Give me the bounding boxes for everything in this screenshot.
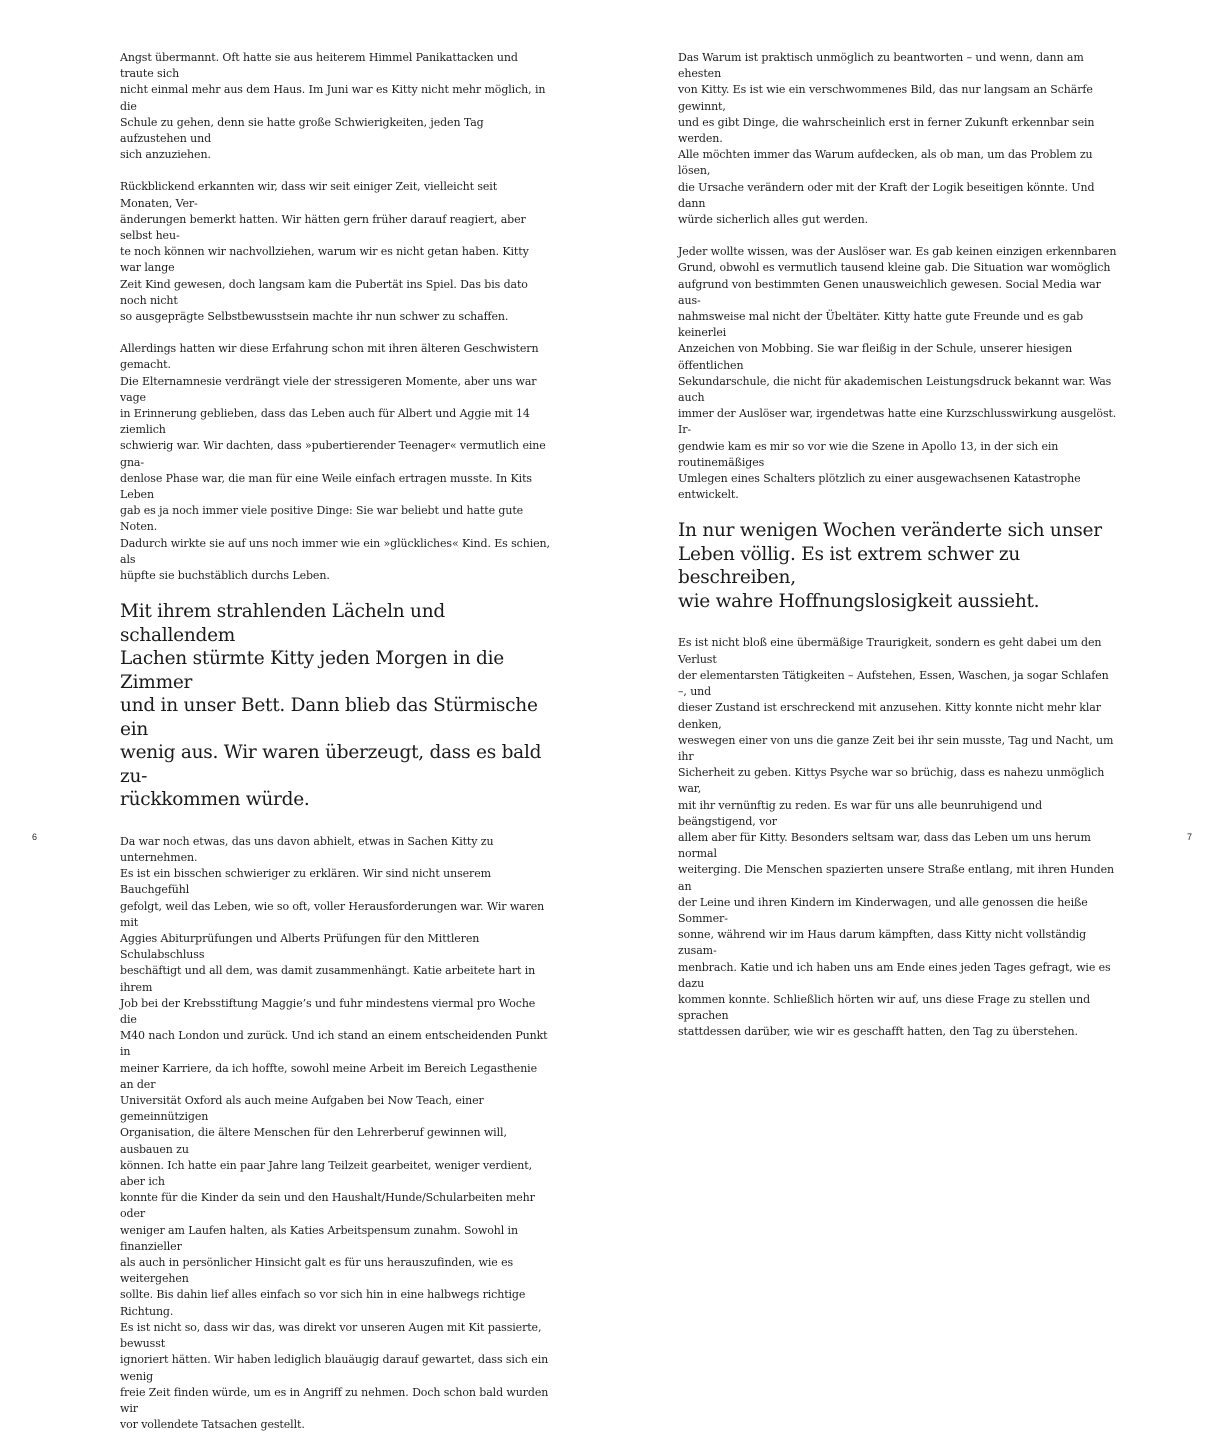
right-text-column bbox=[678, 50, 1118, 1057]
right-pull-quote: In nur wenigen Wochen veränderte sich unser Leben völlig. Es ist extrem schwer zu beschreiben, wie wahre Hoffnungslosigkeit aussieht. bbox=[678, 520, 1102, 612]
left-paragraph-1: Angst übermannt. Oft hatte sie aus heiterem Himmel Panikattacken und traute sich nicht einmal mehr aus dem Haus. Im Juni war es Kitty nicht mehr möglich, in die Schule zu gehen, denn sie hatte große Schwierigkeiten, jeden Tag aufzustehen und sich anzuziehen. bbox=[120, 51, 546, 162]
left-pull-quote: Mit ihrem strahlenden Lächeln und schallendem Lachen stürmte Kitty jeden Morgen in die Zimmer und in unser Bett. Dann blieb das Stürmische ein wenig aus. Wir waren überzeugt, dass es bald zu- rückkommen würde. bbox=[120, 601, 542, 811]
left-page-number: 6 bbox=[32, 832, 38, 842]
left-paragraph-2: Rückblickend erkannten wir, dass wir seit einiger Zeit, vielleicht seit Monaten, Ver- änderungen bemerkt hatten. Wir hätten gern früher darauf reagiert, aber selbst heu- te noch können wir nachvollziehen, warum wir es nicht getan haben. Kitty war lange Zeit Kind gewesen, doch langsam kam die Pubertät ins Spiel. Das bis dato noch nicht so ausgeprägte Selbstbewusstsein machte ihr nun schwer zu schaffen. bbox=[120, 180, 529, 324]
right-paragraph-2: Jeder wollte wissen, was der Auslöser war. Es gab keinen einzigen erkennbaren Grund, obwohl es vermutlich tausend kleine gab. Die Situation war womöglich aufgrund von bestimmten Genen unausweichlich gewesen. Social Media war aus- nahmsweise mal nicht der Übeltäter. Kitty hatte gute Freunde und es gab keinerlei Anzeichen von Mobbing. Sie war fleißig in der Schule, unserer hiesigen öffentlichen Sekundarschule, die nicht für akademischen Leistungsdruck bekannt war. Was auch immer der Auslöser war, irgendetwas hatte eine Kurzschlusswirkung ausgelöst. Ir- gendwie kam es mir so vor wie die Szene in Apollo 13, in der sich ein routinemäßiges Umlegen eines Schalters plötzlich zu einer ausgewachsenen Katastrophe entwickelt. bbox=[678, 245, 1117, 502]
left-paragraph-4: Da war noch etwas, das uns davon abhielt, etwas in Sachen Kitty zu unternehmen. Es ist ein bisschen schwieriger zu erklären. Wir sind nicht unserem Bauchgefühl gefolgt, weil das Leben, wie so oft, voller Herausforderungen war. Wir waren mit Aggies Abiturprüfungen und Alberts Prüfungen für den Mittleren Schulabschluss beschäftigt und all dem, was damit zusammenhängt. Katie arbeitete hart in ihrem Job bei der Krebsstiftung Maggie’s und fuhr mindestens viermal pro Woche die M40 nach London und zurück. Und ich stand an einem entscheidenden Punkt in meiner Karriere, da ich hoffte, sowohl meine Arbeit im Bereich Legasthenie an der Universität Oxford als auch meine Aufgaben bei Now Teach, einer gemeinnützigen Organisation, die ältere Menschen für den Lehrerberuf gewinnen will, ausbauen zu können. Ich hatte ein paar Jahre lang Teilzeit gearbeitet, weniger verdient, aber ich konnte für die Kinder da sein und den Haushalt/Hunde/Schularbeiten mehr oder weniger am Laufen halten, als Katies Arbeitspensum zunahm. Sowohl in finanzieller als auch in persönlicher Hinsicht galt es für uns herauszufinden, wie es weitergehen sollte. Bis dahin lief alles einfach so vor sich hin in eine halbwegs richtige Richtung. Es ist nicht so, dass wir das, was direkt vor unseren Augen mit Kit passierte, bewusst ignoriert hätten. Wir haben lediglich blauäugig darauf gewartet, dass sich ein wenig freie Zeit finden würde, um es in Angriff zu nehmen. Doch schon bald wurden wir vor vollendete Tatsachen gestellt. bbox=[120, 834, 549, 1432]
right-paragraph-1: Das Warum ist praktisch unmöglich zu beantworten – und wenn, dann am ehesten von Kitty. Es ist wie ein verschwommenes Bild, das nur langsam an Schärfe gewinnt, und es gibt Dinge, die wahrscheinlich erst in ferner Zukunft erkennbar sein werden. Alle möchten immer das Warum aufdecken, als ob man, um das Problem zu lösen, die Ursache verändern oder mit der Kraft der Logik beseitigen könnte. Und dann würde sicherlich alles gut werden. bbox=[678, 51, 1095, 227]
left-text-column bbox=[120, 50, 550, 1449]
right-page bbox=[616, 0, 1232, 1039]
right-paragraph-3: Es ist nicht bloß eine übermäßige Traurigkeit, sondern es geht dabei um den Verlust der elementarsten Tätigkeiten – Aufstehen, Essen, Waschen, ja sogar Schlafen –, und dieser Zustand ist erschreckend mit anzusehen. Kitty konnte nicht mehr klar denken, weswegen einer von uns die ganze Zeit bei ihr sein musste, Tag und Nacht, um ihr Sicherheit zu geben. Kittys Psyche war so brüchig, dass es nahezu unmöglich war, mit ihr vernünftig zu reden. Es war für uns alle beunruhigend und beängstigend, vor allem aber für Kitty. Besonders seltsam war, dass das Leben um uns herum normal weiterging. Die Menschen spazierten unsere Straße entlang, mit ihren Hunden an der Leine und ihren Kindern im Kinderwagen, und alle genossen die heiße Sommer- sonne, während wir im Haus darum kämpften, dass Kitty nicht vollständig zusam- menbrach. Katie und ich haben uns am Ende eines jeden Tages gefragt, wie es dazu kommen konnte. Schließlich hörten wir auf, uns diese Frage zu stellen und sprachen stattdessen darüber, wie wir es geschafft hatten, den Tag zu überstehen. bbox=[678, 636, 1114, 1039]
right-page-number: 7 bbox=[1187, 832, 1193, 842]
left-page bbox=[0, 0, 616, 1432]
left-paragraph-3: Allerdings hatten wir diese Erfahrung schon mit ihren älteren Geschwistern gemacht. Die Elternamnesie verdrängt viele der stressigeren Momente, aber uns war vage in Erinnerung geblieben, dass das Leben auch für Albert und Aggie mit 14 ziemlich schwierig war. Wir dachten, dass »pubertierender Teenager« vermutlich eine gna- denlose Phase war, die man für eine Weile einfach ertragen musste. In Kits Leben gab es ja noch immer viele positive Dinge: Sie war beliebt und hatte gute Noten. Dadurch wirkte sie auf uns noch immer wie ein »glückliches« Kind. Es schien, als hüpfte sie buchstäblich durchs Leben. bbox=[120, 342, 550, 583]
